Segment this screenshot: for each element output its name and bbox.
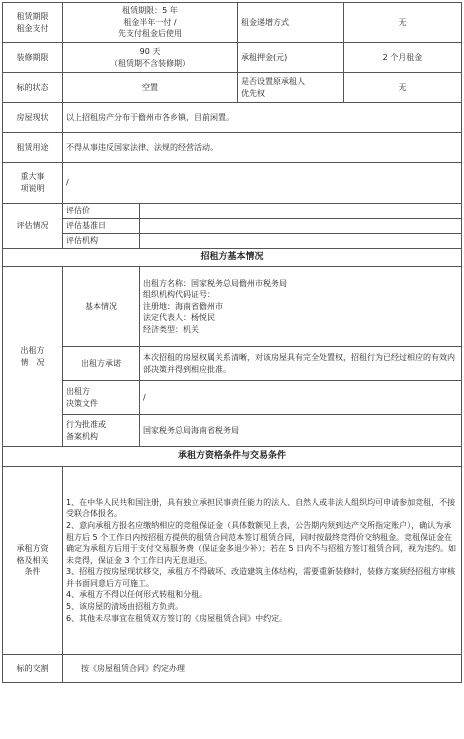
lessor-economy-type: 经济类型：机关: [143, 324, 199, 334]
lessor-section-title: 招租方基本情况: [3, 249, 462, 267]
lessor-registered-place: 注册地：海南省儋州市: [143, 301, 223, 311]
deposit-label: 承租押金(元): [238, 43, 344, 73]
usage-row: [3, 133, 462, 163]
approval-label: 行为批准或 备案机构: [63, 415, 140, 447]
status-row: [3, 73, 462, 103]
appraisal-date-value: [140, 219, 462, 234]
condition-item: 6、其他未尽事宜在租赁双方签订的《房屋租赁合同》中约定。: [66, 613, 288, 623]
lessee-conditions-label: 承租方资 格及相关 条件: [3, 467, 63, 655]
subject-status-value: 空置: [63, 73, 238, 103]
approval-value: 国家税务总局海南省税务局: [140, 415, 462, 447]
property-status-value: 以上招租房产分布于儋州市各乡镇，目前闲置。: [63, 103, 462, 133]
rent-increase-label: 租金递增方式: [238, 3, 344, 43]
major-items-label: 重大事 项说明: [3, 163, 63, 204]
lease-term-label: 租赁期限 租金支付: [3, 3, 63, 43]
delivery-value: 按《房屋租赁合同》约定办理: [63, 655, 462, 683]
appraisal-agency-label: 评估机构: [63, 234, 140, 249]
lessor-promise-value: 本次招租的房屋权属关系清晰，对该房屋具有完全处置权，招租行为已经过相应的有效内部决策并得到相应批准。: [140, 347, 462, 381]
lessee-section-title: 承租方资格条件与交易条件: [3, 447, 462, 467]
appraisal-row: [3, 234, 462, 249]
lessor-promise-label: 出租方承诺: [63, 347, 140, 381]
appraisal-row: [3, 219, 462, 234]
rent-increase-value: 无: [344, 3, 462, 43]
appraisal-price-label: 评估价: [63, 204, 140, 219]
deposit-value: 2 个月租金: [344, 43, 462, 73]
approval-row: [3, 415, 462, 447]
lessor-decision-row: [3, 381, 462, 415]
lessee-conditions-value: [63, 467, 462, 655]
lessor-promise-row: [3, 347, 462, 381]
condition-item: 5、该房屋的清场由招租方负责。: [66, 602, 184, 612]
appraisal-label: 评估情况: [3, 204, 63, 249]
lessor-legal-rep: 法定代表人：杨悦民: [143, 313, 215, 323]
lessor-basic-value: [140, 267, 462, 347]
condition-item: 2、意向承租方报名应缴纳相应的竞租保证金（具体数额见上表，公告期内须到达产交所指定账户），确认为承租方后 5 个工作日内按招租方提供的租赁合同范本签订租赁合同，同时按最终竞得价交纳租金。竞租保证金在确定为承租方后用于支付交易服务费（保证金多退少补）；若在 5 日内不与招租方签订租赁合同，视为违约。如未竞得，保证金 3 个工作日内无息退还。: [66, 520, 457, 565]
appraisal-date-label: 评估基准日: [63, 219, 140, 234]
property-status-row: [3, 103, 462, 133]
renovation-row: [3, 43, 462, 73]
lessor-name: 出租方名称：国家税务总局儋州市税务局: [143, 278, 287, 288]
major-items-value: /: [63, 163, 462, 204]
subject-status-label: 标的状态: [3, 73, 63, 103]
lessor-decision-label: 出租方 决策文件: [63, 381, 140, 415]
major-items-row: [3, 163, 462, 204]
lease-term-row: [3, 3, 462, 43]
property-status-label: 房屋现状: [3, 103, 63, 133]
delivery-row: [3, 655, 462, 683]
lessor-basic-label: 基本情况: [63, 267, 140, 347]
appraisal-price-value: [140, 204, 462, 219]
priority-label: 是否设置原承租人 优先权: [238, 73, 344, 103]
lessee-conditions-row: [3, 467, 462, 655]
condition-item: 3、招租方按房屋现状移交，承租方不得破坏、改造建筑主体结构，需要重新装修时，装修方案须经招租方审核并书面同意后方可施工。: [66, 567, 456, 588]
condition-item: 4、承租方不得以任何形式转租和分租。: [66, 590, 208, 600]
usage-label: 租赁用途: [3, 133, 63, 163]
lease-announcement-table: [2, 2, 462, 683]
lessee-section-row: [3, 447, 462, 467]
lessor-org-code: 组织机构代码证号：: [143, 290, 215, 300]
renovation-label: 装修期限: [3, 43, 63, 73]
appraisal-row: [3, 204, 462, 219]
lessor-decision-value: /: [140, 381, 462, 415]
lessor-label: 出租方 情 况: [3, 267, 63, 447]
delivery-label: 标的交割: [3, 655, 63, 683]
lessor-basic-row: [3, 267, 462, 347]
usage-value: 不得从事违反国家法律、法规的经营活动。: [63, 133, 462, 163]
lessor-section-row: [3, 249, 462, 267]
renovation-value: 90 天 （租赁期不含装修期）: [63, 43, 238, 73]
appraisal-agency-value: [140, 234, 462, 249]
priority-value: 无: [344, 73, 462, 103]
condition-item: 1、在中华人民共和国注册，具有独立承担民事责任能力的法人、自然人或非法人组织均可申请参加竞租，不接受联合体报名。: [66, 497, 456, 519]
lease-term-value: 租赁期限：5 年 租金半年一付 / 先支付租金后使用: [63, 3, 238, 43]
